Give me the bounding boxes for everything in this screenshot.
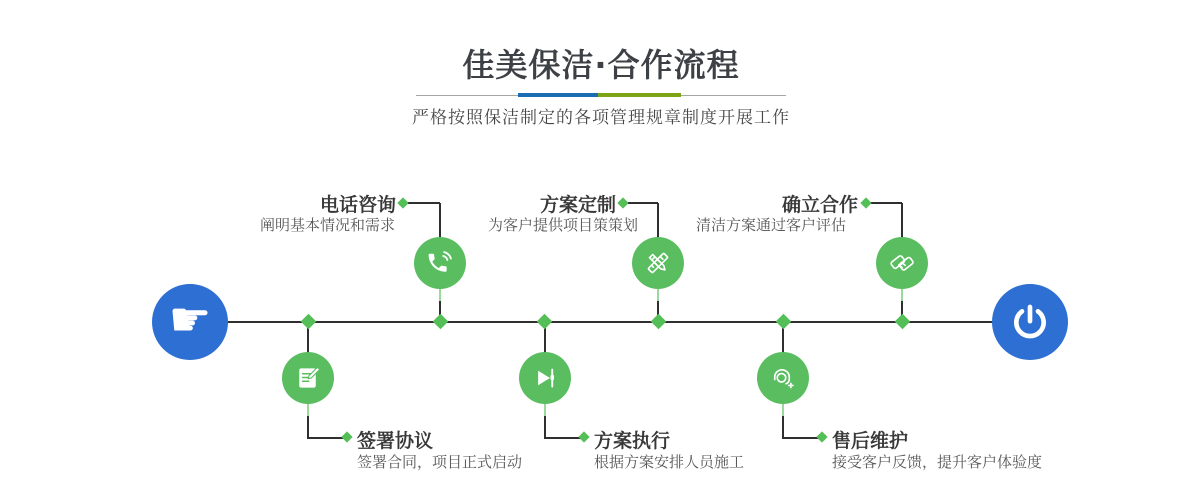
end-node — [992, 284, 1068, 360]
label-diamond-marker — [397, 197, 408, 208]
connector-line — [307, 414, 309, 439]
connector-stub — [901, 288, 903, 301]
step-desc: 为客户提供项目策策划 — [487, 216, 638, 234]
document-pen-icon — [293, 363, 323, 393]
play-slider-icon — [530, 363, 560, 393]
timeline-diamond-marker — [301, 314, 317, 330]
step-desc: 清洁方案通过客户评估 — [695, 216, 846, 234]
power-icon — [1010, 302, 1050, 342]
label-diamond-marker — [816, 431, 827, 442]
connector-stub — [544, 403, 546, 416]
underline-blue-segment — [518, 93, 598, 97]
connector-stub — [782, 403, 784, 416]
label-diamond-marker — [341, 431, 352, 442]
handshake-icon — [887, 248, 917, 278]
step-desc: 签署合同，项目正式启动 — [357, 453, 523, 471]
connector-stub — [307, 403, 309, 416]
step-node-execute — [519, 352, 571, 404]
step-title: 签署协议 — [357, 430, 434, 452]
connector-line — [782, 414, 784, 439]
title-underline — [416, 93, 786, 98]
label-diamond-marker — [578, 431, 589, 442]
step-title: 方案执行 — [594, 430, 671, 452]
label-diamond-marker — [617, 197, 628, 208]
timeline-diamond-marker — [651, 314, 667, 330]
connector-line — [439, 203, 441, 238]
timeline-diamond-marker — [776, 314, 792, 330]
connector-line — [901, 203, 903, 238]
step-node-sign — [282, 352, 334, 404]
underline-green-segment — [598, 93, 681, 97]
connector-line — [657, 203, 659, 238]
connector-stub — [657, 288, 659, 301]
headset-plus-icon — [768, 363, 798, 393]
step-desc: 阐明基本情况和需求 — [259, 216, 395, 234]
step-title: 电话咨询 — [319, 194, 396, 216]
step-title: 方案定制 — [539, 194, 616, 216]
connector-line — [307, 327, 309, 353]
page-title: 佳美保洁·合作流程 — [462, 46, 740, 84]
page-subtitle: 严格按照保洁制定的各项管理规章制度开展工作 — [412, 108, 790, 128]
step-title: 确立合作 — [781, 194, 858, 216]
timeline-diamond-marker — [433, 314, 449, 330]
step-desc: 根据方案安排人员施工 — [594, 453, 745, 471]
ruler-pencil-icon — [643, 248, 673, 278]
timeline-diamond-marker — [895, 314, 911, 330]
connector-line — [544, 414, 546, 439]
connector-stub — [439, 288, 441, 301]
connector-line — [544, 327, 546, 353]
timeline-diamond-marker — [537, 314, 553, 330]
step-title: 售后维护 — [832, 430, 909, 452]
connector-line — [782, 327, 784, 353]
step-desc: 接受客户反馈，提升客户体验度 — [832, 453, 1043, 471]
label-diamond-marker — [860, 197, 871, 208]
phone-icon — [425, 248, 455, 278]
pointing-hand-icon: ☛ — [168, 292, 212, 348]
start-node — [152, 284, 228, 360]
step-node-phone — [414, 237, 466, 289]
step-node-plan — [632, 237, 684, 289]
step-node-cooperate — [876, 237, 928, 289]
step-node-aftersale — [757, 352, 809, 404]
